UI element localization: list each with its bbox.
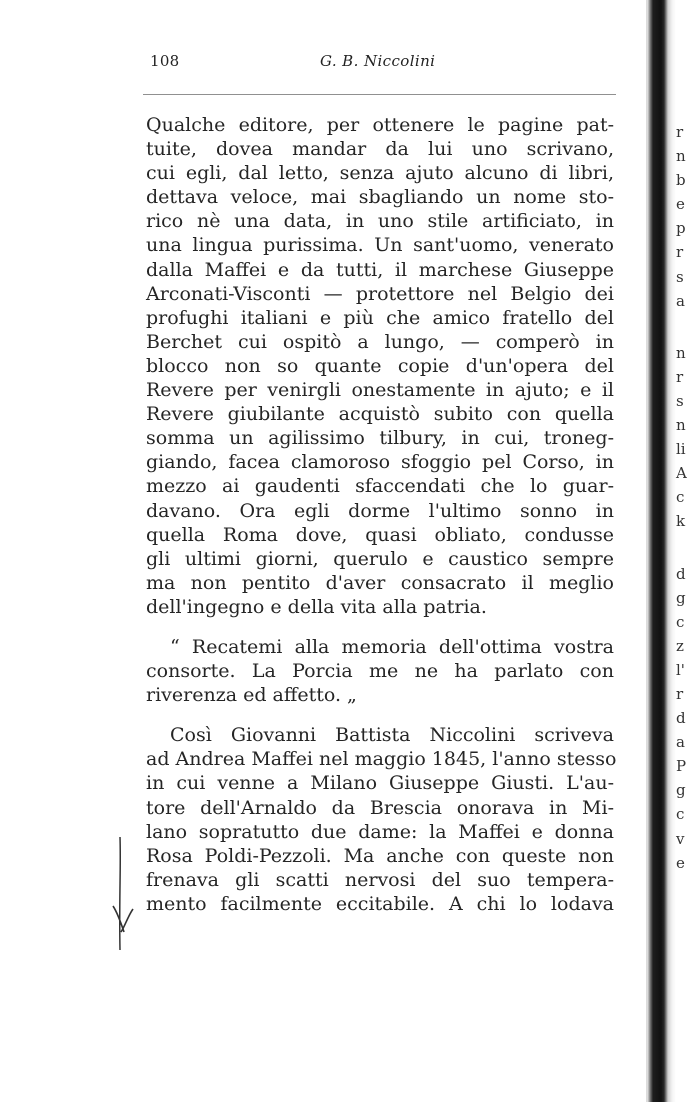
running-header [150,52,460,76]
facing-page-fragment: n [676,147,686,166]
facing-page-fragment: p [676,219,686,238]
text-line: somma un agilissimo tilbury, in cui, troneg- [146,427,614,450]
text-line: dettava veloce, mai sbagliando un nome sto- [146,186,614,209]
facing-page-fragment: r [676,367,684,386]
facing-page-fragment: d [676,564,686,583]
text-line: dell'ingegno e della vita alla patria. [146,595,487,618]
facing-page-fragment: g [676,781,686,800]
facing-page-fragment [676,534,696,562]
running-title: G. B. Niccolini [320,52,436,70]
facing-page-fragment: r [676,684,684,703]
paragraph-gap [146,619,614,635]
quote-line: “ Recatemi alla memoria dell'ottima vostra [170,635,614,658]
facing-page-fragment: a [676,291,685,310]
facing-page-fragment: e [676,195,685,214]
text-line: una lingua purissima. Un sant'uomo, venerato [146,234,614,257]
text-line: tore dell'Arnaldo da Brescia onorava in Mi- [146,796,614,819]
facing-page-fragment: n [676,343,686,362]
text-line: lano sopratutto due dame: la Maffei e donna [146,820,614,843]
text-line: mezzo ai gaudenti sfaccendati che lo guar- [146,475,614,498]
paragraph-gap [146,707,614,723]
facing-page-fragment: k [676,512,686,531]
facing-page-fragment: P [676,757,687,776]
facing-page-fragment: r [676,243,684,262]
facing-page-fragment: c [676,488,685,507]
facing-page-fragment: li [676,440,686,459]
facing-page-text-fragments [676,120,696,875]
text-line: cui egli, dal letto, senza ajuto alcuno di libri, [146,162,614,185]
text-line: mento facilmente eccitabile. A chi lo lodava [146,892,614,915]
facing-page-fragment: A [676,464,687,483]
page-number: 108 [150,52,180,70]
facing-page-fragment: e [676,853,685,872]
text-line: rico nè una data, in uno stile artificiato, in [146,210,614,233]
facing-page-fragment: s [676,267,684,286]
facing-page-fragment: g [676,588,686,607]
quote-line: riverenza ed affetto. „ [146,684,357,707]
text-line: Arconati-Visconti — protettore nel Belgio dei [146,282,614,305]
header-rule [143,94,616,95]
facing-page-fragment: z [676,636,684,655]
text-line: ad Andrea Maffei nel maggio 1845, l'anno stesso [146,748,617,771]
text-line: tuite, dovea mandar da lui uno scrivano, [146,138,614,161]
text-line: frenava gli scatti nervosi del suo tempera- [146,868,614,891]
facing-page-fragment: b [676,171,686,190]
text-line: Qualche editore, per ottenere le pagine pat- [146,114,614,136]
facing-page-fragment: c [676,612,685,631]
margin-annotation-mark [104,832,146,957]
text-line: ma non pentito d'aver consacrato il meglio [146,571,614,594]
paragraph-1 [146,113,614,619]
facing-page-fragment: n [676,416,686,435]
text-line: Così Giovanni Battista Niccolini scriveva [170,724,614,747]
text-line: blocco non so quante copie d'un'opera del [146,354,614,377]
text-line: gli ultimi giorni, querulo e caustico sempre [146,547,614,570]
facing-page-fragment: s [676,391,684,410]
text-line: Revere giubilante acquistò subito con quella [146,403,614,426]
text-line: Revere per venirgli onestamente in ajuto; e il [146,379,614,402]
text-line: Rosa Poldi-Pezzoli. Ma anche con queste non [146,844,614,867]
facing-page-fragment: l' [676,660,685,679]
main-text [146,113,617,916]
text-line: Berchet cui ospitò a lungo, — comperò in [146,330,614,353]
facing-page-fragment: d [676,709,686,728]
text-line: davano. Ora egli dorme l'ultimo sonno in [146,499,614,522]
text-line: in cui venne a Milano Giuseppe Giusti. L'au- [146,772,614,795]
text-line: dalla Maffei e da tutti, il marchese Giuseppe [146,258,614,281]
facing-page-fragment: c [676,805,685,824]
quote-paragraph [146,635,614,707]
text-line: profughi italiani e più che amico fratello del [146,306,614,329]
paragraph-3 [146,723,617,916]
quote-line: consorte. La Porcia me ne ha parlato con [146,660,614,683]
facing-page-fragment [676,313,696,341]
text-line: giando, facea clamoroso sfoggio pel Corso, in [146,451,614,474]
facing-page-fragment: a [676,733,685,752]
facing-page-fragment: v [676,829,685,848]
text-line: quella Roma dove, quasi obliato, condusse [146,523,614,546]
facing-page-fragment: r [676,123,684,141]
